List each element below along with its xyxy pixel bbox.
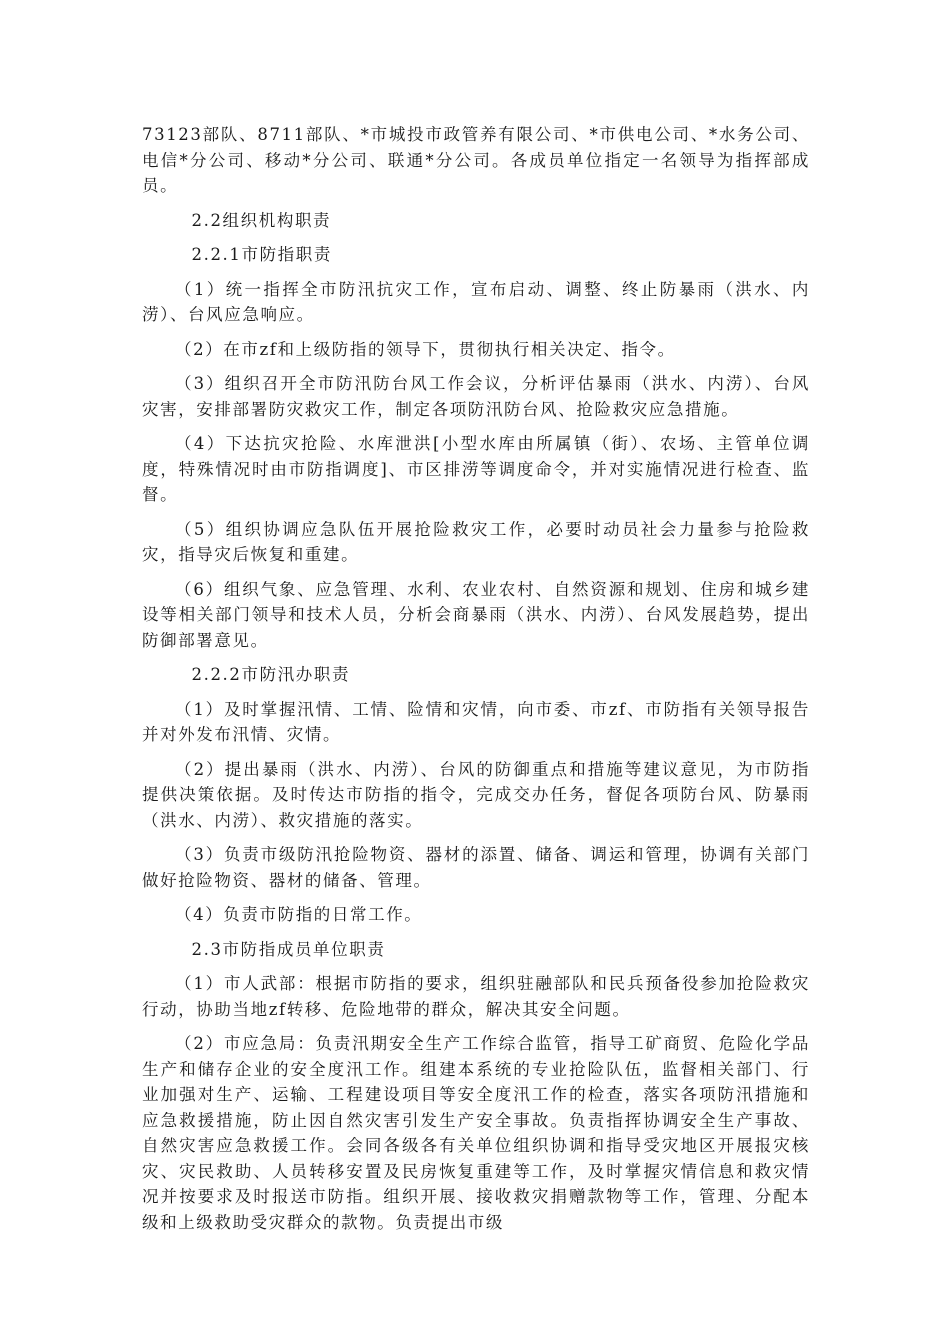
paragraph-office-item-4: （4）负责市防指的日常工作。 [175, 905, 423, 924]
section-heading-2-2-1: 2.2.1市防指职责 [191, 245, 332, 264]
paragraph-office-item-1: （1）及时掌握汛情、工情、险情和灾情，向市委、市zf、市防指有关领导报告并对外发布汛情、灾情。 [142, 699, 810, 744]
paragraph-item-1: （1）统一指挥全市防汛抗灾工作，宣布启动、调整、终止防暴雨（洪水、内涝）、台风应急响应。 [142, 279, 810, 324]
paragraph-office-item-3: （3）负责市级防汛抢险物资、器材的添置、储备、调运和管理，协调有关部门做好抢险物资、器材的储备、管理。 [142, 845, 810, 890]
paragraph-item-4: （4）下达抗灾抢险、水库泄洪[小型水库由所属镇（街）、农场、主管单位调度，特殊情况时由市防指调度]、市区排涝等调度命令，并对实施情况进行检查、监督。 [142, 434, 810, 504]
paragraph-member-item-1: （1）市人武部：根据市防指的要求，组织驻融部队和民兵预备役参加抢险救灾行动，协助当地zf转移、危险地带的群众，解决其安全问题。 [142, 974, 810, 1019]
section-heading-2-2-2: 2.2.2市防汛办职责 [191, 665, 351, 684]
paragraph-member-item-2: （2）市应急局：负责汛期安全生产工作综合监管，指导工矿商贸、危险化学品生产和储存企业的安全度汛工作。组建本系统的专业抢险队伍，监督相关部门、行业加强对生产、运输、工程建设项目等安全度汛工作的检查，落实各项防汛措施和应急救援措施，防止因自然灾害引发生产安全事故。负责指挥协调安全生产事故、自然灾害应急救援工作。会同各级各有关单位组织协调和指导受灾地区开展报灾核灾、灾民救助、人员转移安置及民房恢复重建等工作，及时掌握灾情信息和救灾情况并按要求及时报送市防指。组织开展、接收救灾捐赠款物等工作，管理、分配本级和上级救助受灾群众的款物。负责提出市级 [142, 1034, 810, 1232]
section-heading-2-3: 2.3市防指成员单位职责 [191, 939, 386, 959]
section-heading-2-2: 2.2组织机构职责 [191, 210, 332, 230]
paragraph-item-2: （2）在市zf和上级防指的领导下，贯彻执行相关决定、指令。 [175, 339, 676, 359]
paragraph-office-item-2: （2）提出暴雨（洪水、内涝）、台风的防御重点和措施等建议意见，为市防指提供决策依据。及时传达市防指的指令，完成交办任务，督促各项防台风、防暴雨（洪水、内涝）、救灾措施的落实。 [142, 759, 810, 830]
paragraph-item-5: （5）组织协调应急队伍开展抢险救灾工作，必要时动员社会力量参与抢险救灾，指导灾后恢复和重建。 [142, 519, 810, 564]
document-page [142, 122, 810, 1244]
paragraph-item-6: （6）组织气象、应急管理、水利、农业农村、自然资源和规划、住房和城乡建设等相关部门领导和技术人员，分析会商暴雨（洪水、内涝）、台风发展趋势，提出防御部署意见。 [142, 579, 810, 650]
paragraph-item-3: （3）组织召开全市防汛防台风工作会议，分析评估暴雨（洪水、内涝）、台风灾害，安排部署防灾救灾工作，制定各项防汛防台风、抢险救灾应急措施。 [142, 374, 810, 419]
paragraph-member-units: 73123部队、8711部队、*市城投市政管养有限公司、*市供电公司、*水务公司、电信*分公司、移动*分公司、联通*分公司。各成员单位指定一名领导为指挥部成员。 [142, 125, 810, 195]
